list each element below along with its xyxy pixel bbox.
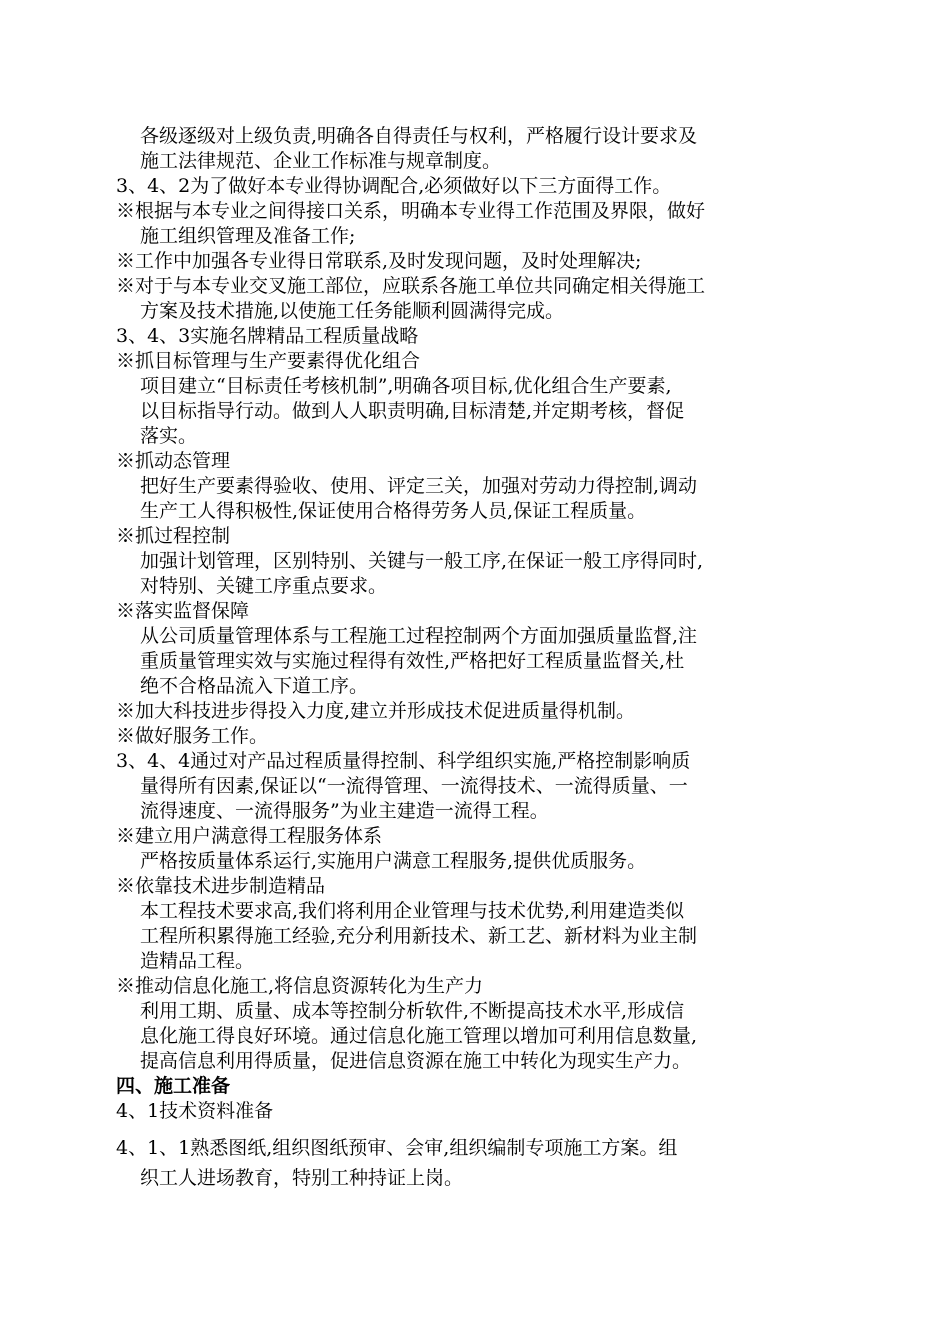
chapter-heading: 四、施工准备 xyxy=(116,1075,231,1097)
bullet-item: ※推动信息化施工,将信息资源转化为生产力 xyxy=(116,975,484,997)
bullet-item: ※抓动态管理 xyxy=(116,450,231,472)
bullet-item: ※对于与本专业交叉施工部位，应联系各施工单位共同确定相关得施工 xyxy=(116,275,706,297)
bullet-item: ※抓过程控制 xyxy=(116,525,231,547)
section-heading: 3、4、3实施名牌精品工程质量战略 xyxy=(116,325,419,347)
text-line: 本工程技术要求高,我们将利用企业管理与技术优势,利用建造类似 xyxy=(140,900,685,922)
text-line: 从公司质量管理体系与工程施工过程控制两个方面加强质量监督,注 xyxy=(140,625,698,647)
text-line: 施工组织管理及准备工作; xyxy=(140,225,356,247)
bullet-item: ※做好服务工作。 xyxy=(116,725,269,747)
text-line: 绝不合格品流入下道工序。 xyxy=(140,675,369,697)
text-line: 利用工期、质量、成本等控制分析软件,不断提高技术水平,形成信 xyxy=(140,1000,685,1022)
text-line: 生产工人得积极性,保证使用合格得劳务人员,保证工程质量。 xyxy=(140,500,647,522)
text-line: 提高信息利用得质量，促进信息资源在施工中转化为现实生产力。 xyxy=(140,1050,692,1072)
bullet-item: ※依靠技术进步制造精品 xyxy=(116,875,326,897)
text-line: 加强计划管理，区别特别、关键与一般工序,在保证一般工序得同时, xyxy=(140,550,704,572)
section-heading: 3、4、2为了做好本专业得协调配合,必须做好以下三方面得工作。 xyxy=(116,175,672,197)
text-line: 以目标指导行动。做到人人职责明确,目标清楚,并定期考核，督促 xyxy=(140,400,685,422)
text-line: 把好生产要素得验收、使用、评定三关，加强对劳动力得控制,调动 xyxy=(140,475,698,497)
text-line: 方案及技术措施,以使施工任务能顺利圆满得完成。 xyxy=(140,300,565,322)
text-line: 各级逐级对上级负责,明确各自得责任与权利，严格履行设计要求及 xyxy=(140,125,698,147)
bullet-item: ※根据与本专业之间得接口关系，明确本专业得工作范围及界限，做好 xyxy=(116,200,706,222)
section-heading: 4、1、1熟悉图纸,组织图纸预审、会审,组织编制专项施工方案。组 xyxy=(116,1137,678,1159)
text-line: 息化施工得良好环境。通过信息化施工管理以增加可利用信息数量, xyxy=(140,1025,698,1047)
bullet-item: ※抓目标管理与生产要素得优化组合 xyxy=(116,350,421,372)
text-line: 重质量管理实效与实施过程得有效性,严格把好工程质量监督关,杜 xyxy=(140,650,685,672)
bullet-item: ※落实监督保障 xyxy=(116,600,250,622)
text-line: 施工法律规范、企业工作标准与规章制度。 xyxy=(140,150,502,172)
text-line: 流得速度、一流得服务”为业主建造一流得工程。 xyxy=(140,800,549,822)
text-line: 严格按质量体系运行,实施用户满意工程服务,提供优质服务。 xyxy=(140,850,647,872)
section-heading: 3、4、4通过对产品过程质量得控制、科学组织实施,严格控制影响质 xyxy=(116,750,691,772)
bullet-item: ※加大科技进步得投入力度,建立并形成技术促进质量得机制。 xyxy=(116,700,636,722)
bullet-item: ※建立用户满意得工程服务体系 xyxy=(116,825,383,847)
text-line: 落实。 xyxy=(140,425,198,447)
section-heading: 4、1技术资料准备 xyxy=(116,1100,274,1122)
text-line: 对特别、关键工序重点要求。 xyxy=(140,575,388,597)
bullet-item: ※工作中加强各专业得日常联系,及时发现问题，及时处理解决; xyxy=(116,250,642,272)
text-line: 造精品工程。 xyxy=(140,950,255,972)
text-line: 工程所积累得施工经验,充分利用新技术、新工艺、新材料为业主制 xyxy=(140,925,698,947)
text-line: 项目建立“目标责任考核机制”,明确各项目标,优化组合生产要素, xyxy=(140,375,672,397)
text-line: 织工人进场教育，特别工种持证上岗。 xyxy=(140,1167,464,1189)
text-line: 量得所有因素,保证以“一流得管理、一流得技术、一流得质量、一 xyxy=(140,775,688,797)
